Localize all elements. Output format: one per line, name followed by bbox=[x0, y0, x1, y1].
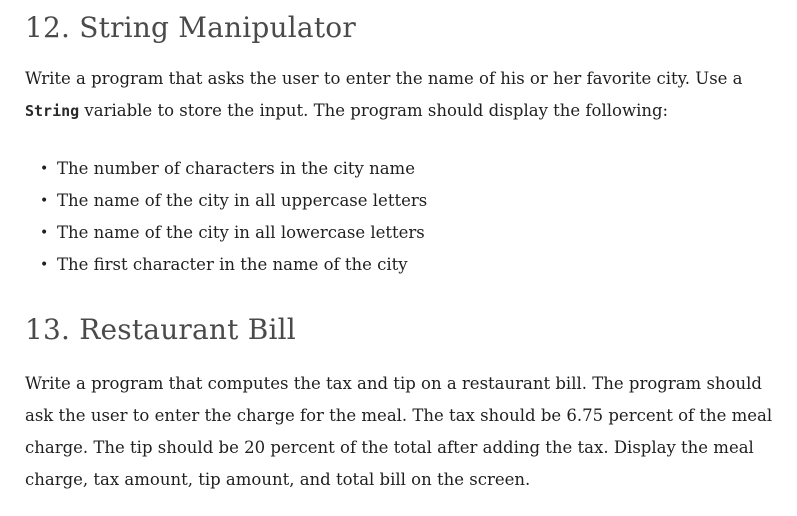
code-term: String bbox=[25, 102, 80, 120]
intro-text: Write a program that asks the user to enter the name of his or her favorite city. Use a bbox=[25, 69, 743, 88]
section-string-manipulator bbox=[25, 0, 785, 281]
list-item-text: The number of characters in the city name bbox=[57, 159, 415, 178]
bullet-icon: • bbox=[40, 257, 49, 273]
section-body: Write a program that computes the tax and tip on a restaurant bill. The program should ask the user to enter the charge for the meal. The tax should be 6.75 percent of the meal charge. The tip should be 20 percent of the total after adding the tax. Display the meal charge, tax amount, tip amount, and total bill on the screen. bbox=[25, 374, 773, 489]
section-intro bbox=[25, 63, 785, 127]
section-restaurant-bill bbox=[25, 311, 785, 496]
intro-text-continued: variable to store the input. The program should display the following: bbox=[79, 101, 669, 120]
list-item-text: The first character in the name of the city bbox=[57, 255, 408, 274]
list-item-text: The name of the city in all uppercase letters bbox=[57, 191, 428, 210]
bullet-icon: • bbox=[40, 225, 49, 241]
list-item bbox=[40, 153, 785, 185]
requirements-list bbox=[25, 153, 785, 281]
bullet-icon: • bbox=[40, 193, 49, 209]
bullet-icon: • bbox=[40, 161, 49, 177]
list-item bbox=[40, 217, 785, 249]
section-title: 12. String Manipulator bbox=[25, 11, 356, 44]
list-item bbox=[40, 249, 785, 281]
list-item bbox=[40, 185, 785, 217]
section-title: 13. Restaurant Bill bbox=[25, 313, 296, 346]
document-page bbox=[25, 0, 785, 496]
list-item-text: The name of the city in all lowercase letters bbox=[57, 223, 425, 242]
